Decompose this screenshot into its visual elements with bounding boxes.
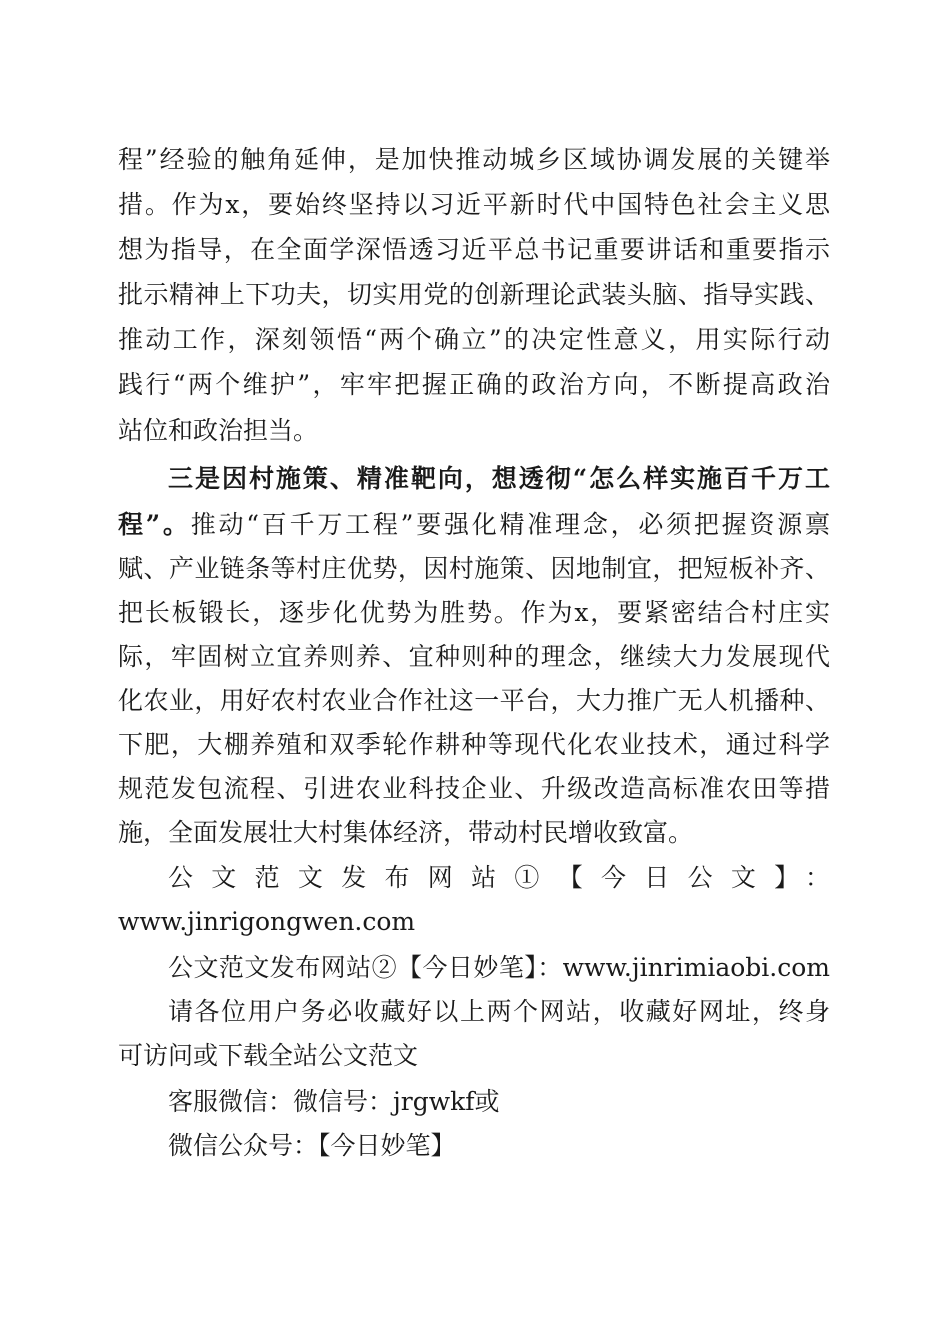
paragraph-2-line-4: 际，牢固树立宜养则养、宜种则种的理念，继续大力发展现代 — [118, 642, 830, 671]
paragraph-1-line-2: 措。作为x，要始终坚持以习近平新时代中国特色社会主义思 — [118, 190, 830, 219]
paragraph-2-line-6: 下肥，大棚养殖和双季轮作耕种等现代化农业技术，通过科学 — [118, 730, 830, 759]
paragraph-2-line-1 — [118, 503, 830, 547]
notice-line-2: 可访问或下载全站公文范文 — [118, 1041, 419, 1070]
paragraph-2-heading-cont: 程”。 — [118, 510, 191, 539]
paragraph-1-line-5: 推动工作，深刻领悟“两个确立”的决定性意义，用实际行动 — [118, 325, 830, 354]
paragraph-1-line-4: 批示精神上下功夫，切实用党的创新理论武装头脑、指导实践、 — [118, 280, 830, 309]
site-2-line[interactable]: 公文范文发布网站②【今日妙笔】：www.jinrimiaobi.com — [168, 953, 830, 982]
wechat-official: 微信公众号：【今日妙笔】 — [168, 1131, 456, 1160]
paragraph-2-line-3: 把长板锻长，逐步化优势为胜势。作为x，要紧密结合村庄实 — [118, 598, 830, 627]
wechat-service: 客服微信：微信号：jrgwkf或 — [168, 1087, 500, 1116]
paragraph-2-line-7: 规范发包流程、引进农业科技企业、升级改造高标准农田等措 — [118, 774, 830, 803]
paragraph-1-line-7: 站位和政治担当。 — [118, 416, 319, 445]
paragraph-2-line-1-rest: 推动“百千万工程”要强化精准理念，必须把握资源禀 — [190, 510, 830, 539]
site-1-label: 公文范文发布网站①【今日公文】： — [168, 863, 830, 892]
paragraph-1-line-6: 践行“两个维护”，牢牢把握正确的政治方向，不断提高政治 — [118, 370, 830, 399]
paragraph-1-line-1: 程”经验的触角延伸，是加快推动城乡区域协调发展的关键举 — [118, 145, 830, 174]
notice-line-1: 请各位用户务必收藏好以上两个网站，收藏好网址，终身 — [168, 997, 830, 1026]
paragraph-2-line-2: 赋、产业链条等村庄优势，因村施策、因地制宜，把短板补齐、 — [118, 554, 830, 583]
site-1-url[interactable]: www.jinrigongwen.com — [118, 907, 416, 936]
paragraph-2-line-5: 化农业，用好农村农业合作社这一平台，大力推广无人机播种、 — [118, 686, 830, 715]
paragraph-2-heading: 三是因村施策、精准靶向，想透彻“怎么样实施百千万工 — [168, 464, 830, 493]
paragraph-2-line-8: 施，全面发展壮大村集体经济，带动村民增收致富。 — [118, 818, 694, 847]
paragraph-1-line-3: 想为指导，在全面学深悟透习近平总书记重要讲话和重要指示 — [118, 235, 830, 264]
